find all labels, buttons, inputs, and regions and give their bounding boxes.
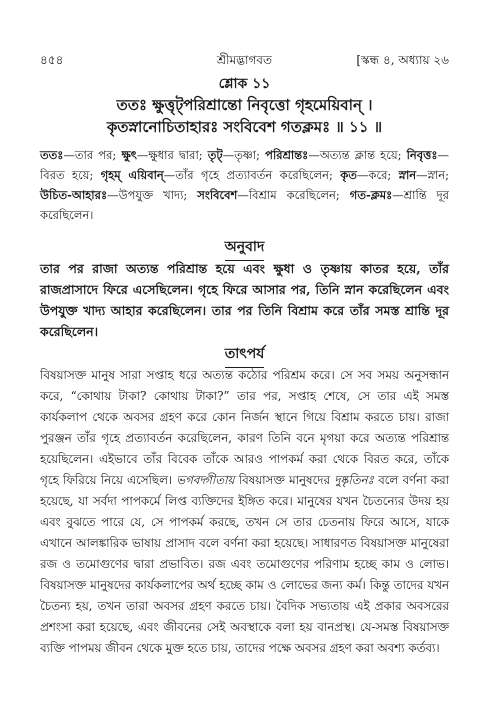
purport-dushkritinah: দুষ্কৃতিনঃ: [334, 473, 374, 487]
synonym-term: তৃট্‌: [207, 148, 223, 162]
synonym-entry: তৃট্‌—তৃষ্ণা;: [207, 148, 261, 162]
synonym-entry: গত-ক্লমঃ—শ্রান্তি দূর করেছিলেন।: [40, 188, 450, 222]
synonym-entry: স্নান—স্নান;: [398, 168, 449, 182]
synonym-term: নিবৃত্তঃ: [406, 148, 438, 162]
synonym-term: গৃহম্‌ এয়িবান্‌: [100, 168, 164, 182]
synonym-entry: সংবিবেশ—বিশ্রাম করেছিলেন;: [197, 188, 340, 202]
book-title: শ্রীমদ্ভাগবত: [216, 53, 272, 67]
synonym-term: গত-ক্লমঃ: [349, 188, 393, 202]
verse-line-1: ততঃ ক্ষুত্তৃট্‌পরিশ্রান্তো নিবৃত্তো গৃহমেয়িবান্‌ ।: [116, 96, 373, 114]
purport-text: [40, 365, 449, 659]
synonym-meaning: তার পর;: [74, 148, 117, 162]
synonym-entry: উচিত-আহারঃ—উপযুক্ত খাদ্য;: [40, 188, 188, 202]
translation-text: তার পর রাজা অত্যন্ত পরিশ্রান্ত হয়ে এবং ক্ষুধা ও তৃষ্ণায় কাতর হয়ে, তাঁর রাজপ্রাসাদে ফিরে এসেছিলেন। গৃহে ফিরে আসার পর, তিনি স্নান করেছিলেন এবং উপযুক্ত খাদ্য আহার করেছিলেন। তার পর তিনি বিশ্রাম করে তাঁর সমস্ত শ্রান্তি দূর করেছিলেন।: [40, 261, 449, 339]
synonym-entry: ততঃ—তার পর;: [40, 148, 117, 162]
synonym-term: ক্ষুৎ: [121, 148, 137, 162]
synonym-meaning: করে;: [368, 168, 392, 182]
synonym-meaning: বিরত হয়ে;: [40, 168, 94, 182]
synonym-term: কৃত: [340, 168, 357, 182]
translation-heading: অনুবাদ: [40, 235, 449, 261]
synonym-entry: কৃত—করে;: [340, 168, 392, 182]
purport-part-a: বিষয়াসক্ত মানুষ সারা সপ্তাহ ধরে অত্যন্ত কঠোর পরিশ্রম করে। সে সব সময় অনুসন্ধান করে, “কোথায় টাকা? কোথায় টাকা?” তার পর, সপ্তাহ শেষে, সে তার এই সমস্ত কার্যকলাপ থেকে অবসর গ্রহণ করে কোন নির্জন স্থানে গিয়ে বিশ্রাম করতে চায়। রাজা পুরঞ্জন তাঁর গৃহে প্রত্যাবর্তন করেছিলেন, কারণ তিনি বনে মৃগয়া করে অত্যন্ত পরিশ্রান্ত হয়েছিলেন। এইভাবে তাঁর বিবেক তাঁকে আরও পাপকর্ম করা থেকে বিরত করে, তাঁকে গৃহে ফিরিয়ে নিয়ে এসেছিল।: [40, 368, 449, 487]
synonym-term: ততঃ: [40, 148, 64, 162]
synonym-term: স্নান: [398, 168, 417, 182]
synonym-term: উচিত-আহারঃ: [40, 188, 108, 202]
synonym-entry: গৃহম্‌ এয়িবান্‌—তাঁর গৃহে প্রত্যাবর্তন করেছিলেন;: [100, 168, 333, 182]
synonym-meaning: তাঁর গৃহে প্রত্যাবর্তন করেছিলেন;: [175, 168, 333, 182]
synonym-entry: ক্ষুৎ—ক্ষুধার দ্বারা;: [121, 148, 203, 162]
purport-heading: তাৎপর্য: [40, 342, 449, 368]
synonym-meaning: স্নান;: [427, 168, 449, 182]
synonym-meaning: শ্রান্তি দূর করেছিলেন।: [40, 188, 450, 222]
purport-part-e: বলে বর্ণনা করা হয়েছে, যা সর্বদা পাপকর্মে লিপ্ত ব্যক্তিদের ইঙ্গিত করে। মানুষের যখন চৈতন্যের উদয় হয় এবং বুঝতে পারে যে, সে পাপকর্ম করছে, তখন সে তার চেতনায় ফিরে আসে, যাকে এখানে আলঙ্কারিক ভাষায় প্রাসাদ বলে বর্ণনা করা হয়েছে। সাধারণত বিষয়াসক্ত মানুষেরা রজ ও তমোগুণের দ্বারা প্রভাবিত। রজ এবং তমোগুণের পরিণাম হচ্ছে কাম ও লোভ। বিষয়াসক্ত মানুষদের কার্যকলাপের অর্থ হচ্ছে কাম ও লোভের জন্য কর্ম। কিন্তু তাদের যখন চৈতন্য হয়, তখন তারা অবসর গ্রহণ করতে চায়। বৈদিক সভ্যতায় এই প্রকার অবসরের প্রশংসা করা হয়েছে, এবং জীবনের সেই অবস্থাকে বলা হয় বানপ্রস্থ। যে-সমস্ত বিষয়াসক্ত ব্যক্তি পাপময় জীবন থেকে মুক্ত হতে চায়, তাদের পক্ষে অবসর গ্রহণ করা অবশ্য কর্তব্য।: [40, 473, 450, 655]
synonym-meaning: অত্যন্ত ক্লান্ত হয়ে;: [319, 148, 402, 162]
synonym-meaning: ক্ষুধার দ্বারা;: [148, 148, 203, 162]
synonym-meaning: উপযুক্ত খাদ্য;: [118, 188, 188, 202]
synonym-meaning: বিশ্রাম করেছিলেন;: [248, 188, 340, 202]
synonym-term: সংবিবেশ: [197, 188, 238, 202]
purport-part-c: বিষয়াসক্ত মানুষদের: [234, 473, 335, 487]
synonym-meaning: তৃষ্ণা;: [234, 148, 261, 162]
verse-line-2: কৃতস্নানোচিতাহারঃ সংবিবেশ গতক্লমঃ ॥ ১১ ॥: [106, 118, 383, 136]
verse-block: [40, 74, 449, 138]
page-header: [40, 52, 449, 70]
page-number: ৪৫৪: [40, 53, 64, 67]
synonym-entry: পরিশ্রান্তঃ—অত্যন্ত ক্লান্ত হয়ে;: [265, 148, 402, 162]
synonyms-paragraph: [40, 145, 449, 225]
synonym-term: পরিশ্রান্তঃ: [265, 148, 309, 162]
synonym-entry: নিবৃত্তঃ—বিরত হয়ে;: [40, 148, 450, 182]
chapter-reference: [স্কন্ধ ৪, অধ্যায় ২৬: [356, 53, 449, 67]
verse-number: শ্লোক ১১: [218, 76, 271, 92]
purport-bhagavad-gita: ভগবদ্গীতায়: [176, 473, 235, 487]
